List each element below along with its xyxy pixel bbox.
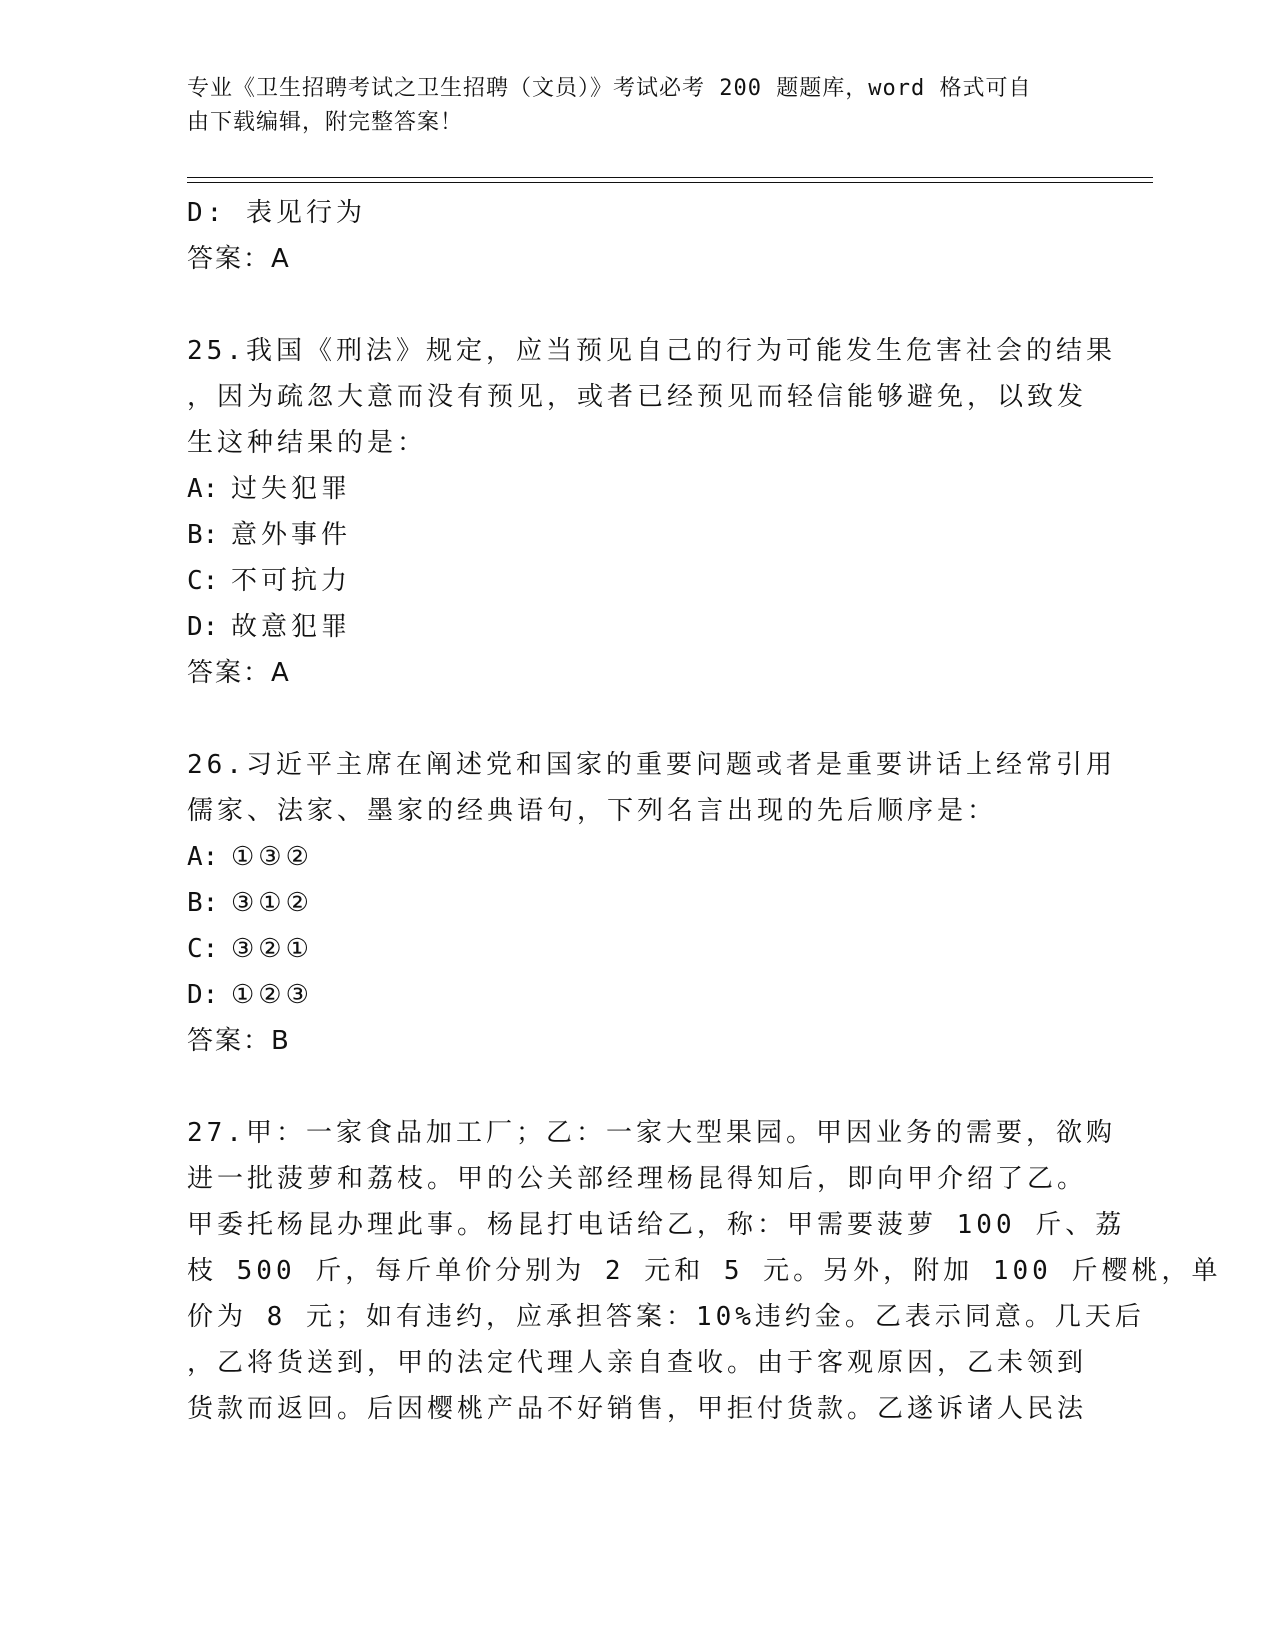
question-text-line: 价为 8 元；如有违约，应承担答案：10%违约金。乙表示同意。几天后 [187,1302,1145,1332]
prev-option-d: D: 表见行为 [187,198,366,228]
header-rule-top [187,177,1153,178]
option-b [187,512,1077,558]
option-d [187,604,1077,650]
question-27 [187,1110,1222,1432]
prev-answer: 答案：A [187,244,291,274]
question-text-line: 进一批菠萝和荔枝。甲的公关部经理杨昆得知后，即向甲介绍了乙。 [187,1164,1088,1194]
question-text-line: 26.习近平主席在阐述党和国家的重要问题或者是重要讲话上经常引用 [187,750,1116,780]
question-text-line: 27.甲：一家食品加工厂；乙：一家大型果园。甲因业务的需要，欲购 [187,1118,1116,1148]
option-label: A: [187,474,219,504]
option-c [187,926,1077,972]
option-label: B: [187,520,219,550]
option-text: 故意犯罪 [231,612,352,642]
option-text: ①②③ [231,980,313,1010]
option-d [187,972,1077,1018]
question-text-line: ，乙将货送到，甲的法定代理人亲自查收。由于客观原因，乙未领到 [187,1348,1088,1378]
question-text-line: 枝 500 斤，每斤单价分别为 2 元和 5 元。另外，附加 100 斤樱桃，单 [187,1256,1222,1286]
option-label: A: [187,842,219,872]
option-b [187,880,1077,926]
question-text-line: 生这种结果的是： [187,428,428,458]
option-text: 意外事件 [231,520,352,550]
question-text-line: 甲委托杨昆办理此事。杨昆打电话给乙，称：甲需要菠萝 100 斤、荔 [187,1210,1126,1240]
question-26 [187,742,1116,1064]
option-c [187,558,1077,604]
option-label: D: [187,980,219,1010]
question-text-line: 儒家、法家、墨家的经典语句，下列名言出现的先后顺序是： [187,796,998,826]
document-header [187,72,1067,140]
spacer [187,1064,1077,1110]
answer: 答案：B [187,1026,291,1056]
option-a [187,466,1077,512]
spacer [187,282,1077,328]
question-text-line: ，因为疏忽大意而没有预见，或者已经预见而轻信能够避免，以致发 [187,382,1088,412]
option-label: C: [187,934,219,964]
spacer [187,696,1077,742]
header-line-1: 专业《卫生招聘考试之卫生招聘（文员）》考试必考 200 题题库，word 格式可自 [187,76,1032,101]
question-text-line: 25.我国《刑法》规定，应当预见自己的行为可能发生危害社会的结果 [187,336,1116,366]
option-label: D: [187,612,219,642]
option-text: 过失犯罪 [231,474,352,504]
answer: 答案：A [187,658,291,688]
option-label: B: [187,888,219,918]
question-text-line: 货款而返回。后因樱桃产品不好销售，甲拒付货款。乙遂诉诸人民法 [187,1394,1088,1424]
option-text: ③①② [231,888,313,918]
option-text: ③②① [231,934,313,964]
question-25 [187,328,1116,696]
option-text: 不可抗力 [231,566,352,596]
option-text: ①③② [231,842,313,872]
document-body [187,190,1222,1432]
option-label: C: [187,566,219,596]
header-rule-bottom [187,182,1153,183]
header-line-2: 由下载编辑，附完整答案！ [187,110,464,135]
option-a [187,834,1077,880]
